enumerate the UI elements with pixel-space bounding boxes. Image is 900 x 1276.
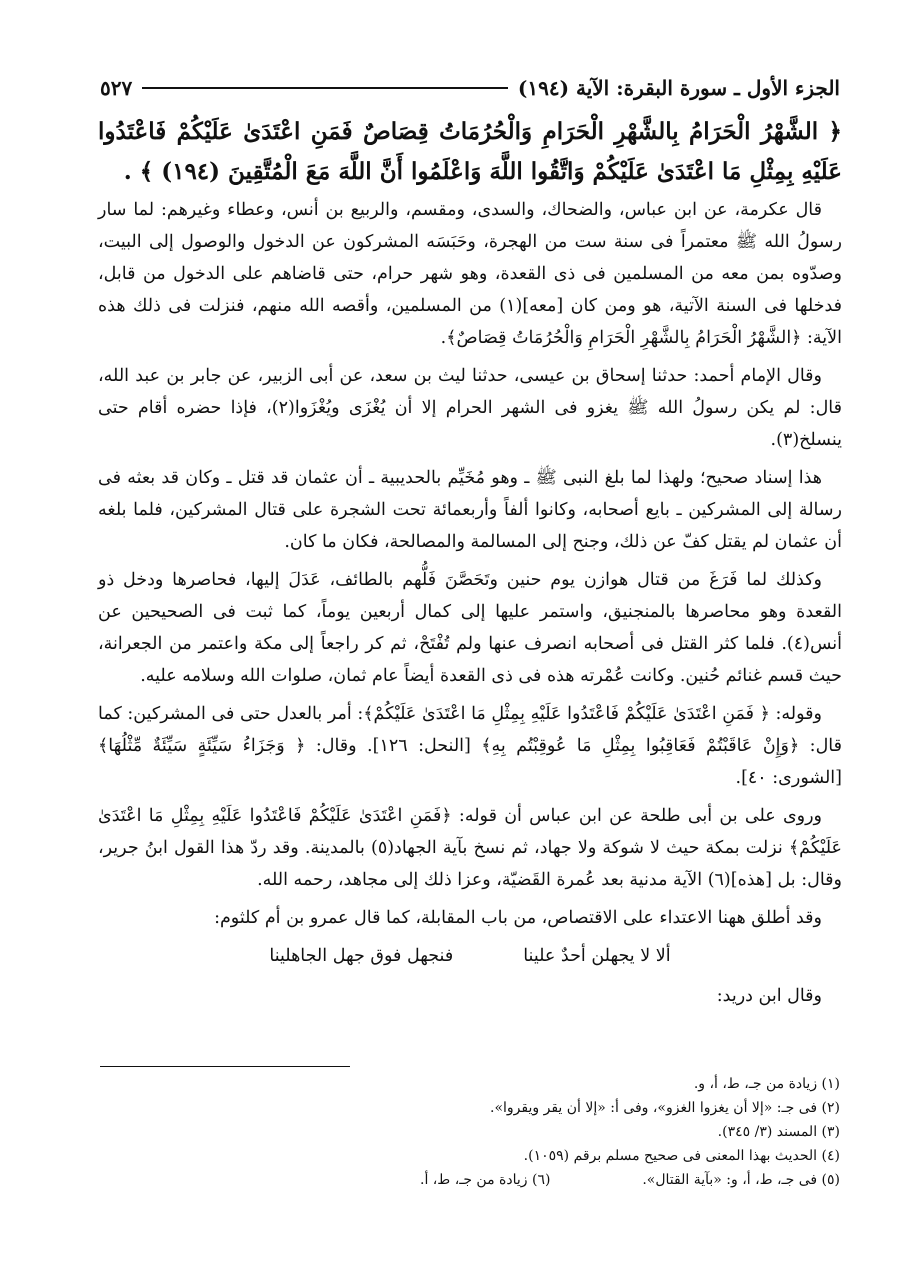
closing-line: وقال ابن دريد: (716, 986, 822, 1006)
footnotes (100, 1072, 840, 1192)
footnote-4: (٤) الحديث بهذا المعنى فى صحيح مسلم برقم (١٠٥٩). (523, 1148, 840, 1164)
running-header (100, 68, 840, 108)
poem-first-hemistich: ألا لا يجهلن أحدٌ علينا (523, 946, 671, 966)
header-title: الجزء الأول ـ سورة البقرة: الآية (١٩٤) (517, 76, 840, 100)
paragraph-ahmad: وقال الإمام أحمد: حدثنا إسحاق بن عيسى، حدثنا ليث بن سعد، عن أبى الزبير، عن جابر بن عبد الله، قال: لم يكن رسولُ الله ﷺ يغزو فى الشهر الحرام إلا أن يُغْزَى ويُغْزَوا(٢)، فإذا حضره أقام حتى ينسلخ(٣). (98, 366, 842, 450)
footnote-3: (٣) المسند (٣/ ٣٤٥). (717, 1124, 840, 1140)
paragraph-poem-intro: وقد أطلق ههنا الاعتداء على الاقتصاص، من باب المقابلة، كما قال عمرو بن أم كلثوم: (214, 908, 822, 928)
poem-second-hemistich: فنجهل فوق جهل الجاهلينا (269, 946, 454, 966)
poem-verse (98, 940, 842, 972)
page-number: ٥٢٧ (100, 76, 133, 100)
paragraph-hudaybiya: هذا إسناد صحيح؛ ولهذا لما بلغ النبى ﷺ ـ وهو مُخَيِّم بالحديبية ـ أن عثمان قد قتل ـ وكان قد بعثه فى رسالة إلى المشركين ـ بايع أصحابه، وكانوا ألفاً وأربعمائة تحت الشجرة على قتال المشركين، فلما بلغه أن عثمان لم يقتل كفّ عن ذلك، وجنح إلى المسالمة والمصالحة، فكان ما كان. (98, 468, 842, 552)
footnote-5: (٥) فى جـ، ط، أ، و: «بآية القتال». (642, 1172, 840, 1188)
header-rule (142, 87, 508, 89)
footnote-1: (١) زيادة من جـ، ط، أ، و. (693, 1076, 840, 1092)
paragraph-hunayn: وكذلك لما فَرَغَ من قتال هوازن يوم حنين وتَحَصَّنَ فَلُّهم بالطائف، عَدَلَ إليها، فحاصرها ودخل ذو القعدة وهو محاصرها بالمنجنيق، واستمر عليها إلى كمال أربعين يوماً، كما ثبت فى الصحيحين عن أنس(٤). فلما كثر القتل فى أصحابه انصرف عنها ولم تُفْتَحْ، ثم كر راجعاً إلى مكة واعتمر من الجعرانة، حيث قسم غنائم حُنين. وكانت عُمْرته هذه فى ذى القعدة أيضاً عام ثمان، صلوات الله وسلامه عليه. (98, 570, 842, 686)
paragraph-ikrima: قال عكرمة، عن ابن عباس، والضحاك، والسدى، ومقسم، والربيع بن أنس، وعطاء وغيرهم: لما سار رسولُ الله ﷺ معتمراً فى سنة ست من الهجرة، وحَبَسَه المشركون عن الدخول والوصول إلى البيت، وصدّوه بمن معه من المسلمين فى ذى القعدة، وهو شهر حرام، حتى قاضاهم على الدخول من قابل، فدخلها فى السنة الآتية، هو ومن كان [معه](١) من المسلمين، وأقصه الله منهم، فنزلت فى ذلك هذه الآية: ﴿الشَّهْرُ الْحَرَامُ بِالشَّهْرِ الْحَرَامِ وَالْحُرُمَاتُ قِصَاصٌ﴾. (98, 200, 842, 348)
quran-verse: ﴿ الشَّهْرُ الْحَرَامُ بِالشَّهْرِ الْحَرَامِ وَالْحُرُمَاتُ قِصَاصٌ فَمَنِ اعْتَدَىٰ عَلَيْكُمْ فَاعْتَدُوا عَلَيْهِ بِمِثْلِ مَا اعْتَدَىٰ عَلَيْكُمْ وَاتَّقُوا اللَّهَ وَاعْلَمُوا أَنَّ اللَّهَ مَعَ الْمُتَّقِينَ (١٩٤) ﴾ . (98, 118, 842, 185)
footnote-row-5-6 (100, 1168, 840, 1192)
footnote-rule (100, 1066, 350, 1067)
footnote-6: (٦) زيادة من جـ، ط، أ. (420, 1172, 551, 1188)
page-body (98, 112, 842, 1018)
footnote-2: (٢) فى جـ: «إلا أن يغزوا الغزو»، وفى أ: «إلا أن يقر ويقروا». (490, 1100, 840, 1116)
paragraph-justice: وقوله: ﴿ فَمَنِ اعْتَدَىٰ عَلَيْكُمْ فَاعْتَدُوا عَلَيْهِ بِمِثْلِ مَا اعْتَدَىٰ عَلَيْكُمْ﴾: أمر بالعدل حتى فى المشركين: كما قال: ﴿وَإِنْ عَاقَبْتُمْ فَعَاقِبُوا بِمِثْلِ مَا عُوقِبْتُم بِهِ﴾ [النحل: ١٢٦]. وقال: ﴿ وَجَزَاءُ سَيِّئَةٍ سَيِّئَةٌ مِّثْلُهَا﴾ [الشورى: ٤٠]. (98, 704, 842, 788)
paragraph-abrogation: وروى على بن أبى طلحة عن ابن عباس أن قوله: ﴿فَمَنِ اعْتَدَىٰ عَلَيْكُمْ فَاعْتَدُوا عَلَيْهِ بِمِثْلِ مَا اعْتَدَىٰ عَلَيْكُمْ﴾ نزلت بمكة حيث لا شوكة ولا جهاد، ثم نسخ بآية الجهاد(٥) بالمدينة. وقد ردّ هذا القول ابنُ جرير، وقال: بل [هذه](٦) الآية مدنية بعد عُمرة القَضيّة، وعزا ذلك إلى مجاهد، رحمه الله. (98, 806, 842, 890)
